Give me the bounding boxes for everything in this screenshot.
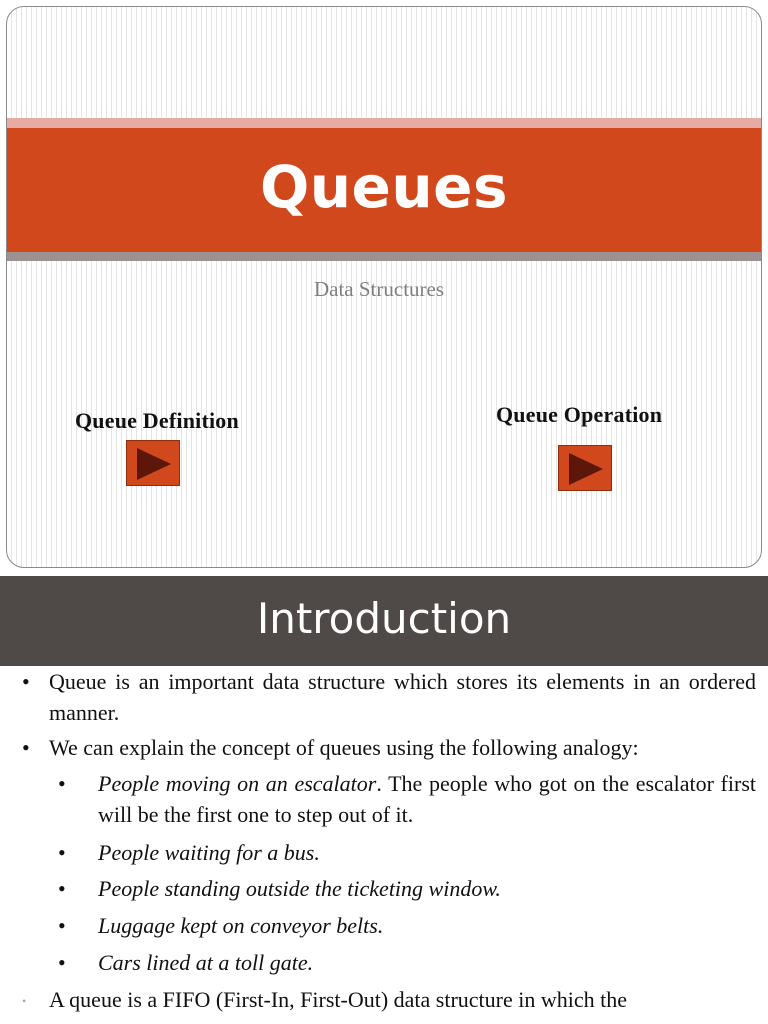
bullet: •	[22, 994, 27, 1008]
queue-operation-label: Queue Operation	[496, 402, 663, 427]
analogy-italic: People moving on an escalator	[98, 771, 377, 796]
title-band	[7, 128, 761, 252]
queue-definition-label: Queue Definition	[75, 408, 239, 433]
play-triangle-icon	[137, 448, 171, 480]
bullet: •	[58, 771, 66, 796]
bullet: •	[22, 669, 30, 694]
queue-definition-button[interactable]	[126, 440, 180, 486]
point-text: We can explain the concept of queues using the following analogy:	[49, 735, 639, 760]
slide-subtitle: Data Structures	[313, 277, 445, 301]
bullet: •	[58, 876, 66, 901]
list-item	[58, 910, 756, 941]
bullet: •	[22, 735, 30, 760]
point-text: A queue is a FIFO (First-In, First-Out) data structure in which the	[49, 987, 628, 1012]
title-slide	[6, 6, 762, 568]
slide-title: Queues	[259, 153, 509, 221]
analogy-italic: People waiting for a bus.	[98, 840, 320, 865]
analogy-text	[98, 910, 756, 941]
list-item	[22, 666, 756, 728]
introduction-header	[0, 576, 768, 666]
analogy-italic: People standing outside the ticketing window.	[98, 876, 501, 901]
bullet: •	[58, 840, 66, 865]
introduction-heading: Introduction	[256, 593, 512, 643]
list-item	[58, 768, 756, 830]
analogy-rest: . The people who got on the escalator first will be the first one to step out of it.	[98, 771, 756, 827]
list-item	[22, 732, 756, 763]
analogy-text	[98, 768, 756, 830]
list-item	[58, 873, 756, 904]
introduction-content	[0, 666, 768, 1024]
list-item	[22, 984, 756, 1015]
list-item	[58, 837, 756, 868]
analogy-italic: Cars lined at a toll gate.	[98, 950, 314, 975]
point-text: Queue is an important data structure which stores its elements in an ordered manner.	[49, 669, 756, 725]
list-item	[58, 947, 756, 978]
title-band-top-stripe	[7, 118, 761, 128]
analogy-text	[98, 837, 756, 868]
play-triangle-icon	[569, 453, 603, 485]
bullet: •	[58, 950, 66, 975]
analogy-text	[98, 947, 756, 978]
bullet: •	[58, 913, 66, 938]
analogy-italic: Luggage kept on conveyor belts.	[98, 913, 384, 938]
queue-operation-button[interactable]	[558, 445, 612, 491]
analogy-text	[98, 873, 756, 904]
title-band-bottom-stripe	[7, 252, 761, 261]
